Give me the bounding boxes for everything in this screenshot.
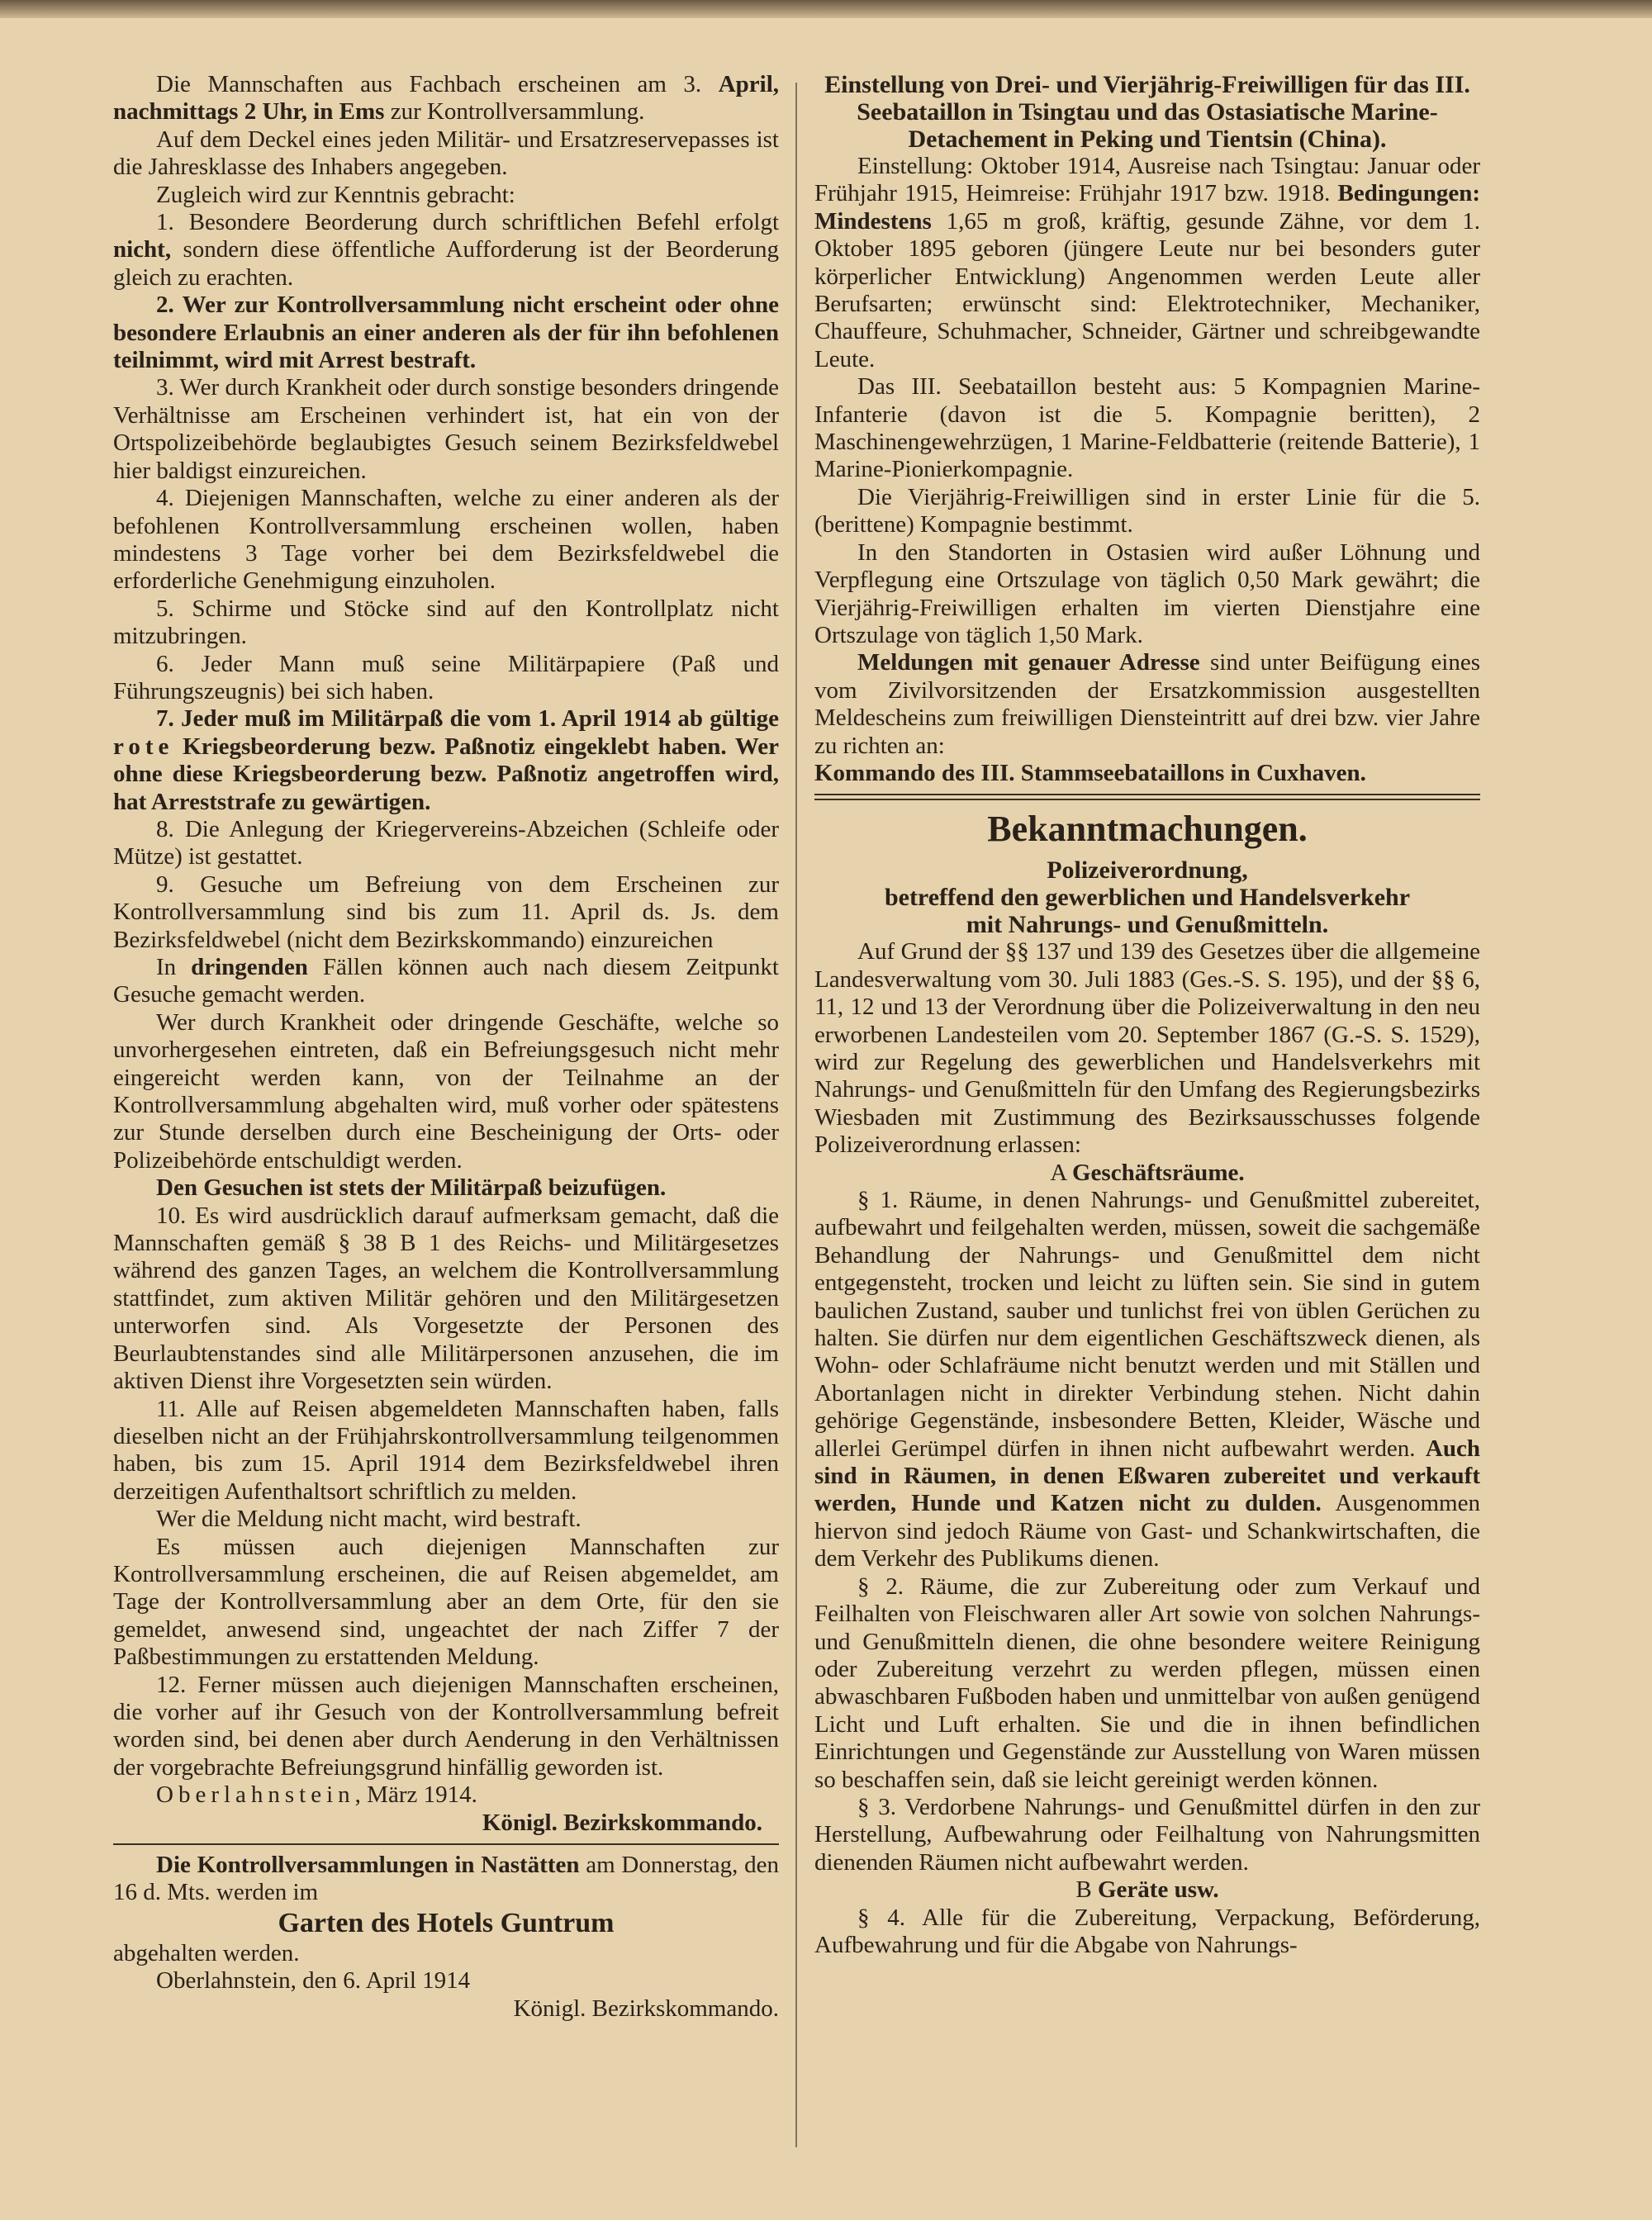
bold-text: Auch sind in Räumen, in denen Eßwaren zubereitet und verkauft werden, Hunde und Katzen nicht zu dulden.: [814, 1435, 1480, 1517]
paragraph: [113, 705, 779, 816]
paragraph: [113, 71, 779, 126]
paragraph: [113, 1174, 779, 1202]
paragraph: [113, 1781, 779, 1809]
text: 3. Wer durch Krankheit oder durch sonstige besonders dringende Verhältnisse am Erscheinen verhindert ist, hat ein von der Ortspolizeibehörde beglaubigtes Gesuch seinem Bezirksfeldwebel hier baldigst einzureichen.: [113, 374, 779, 484]
text: am Donnerstag, den 16 d. Mts. werden im: [113, 1852, 779, 1906]
text: 2. Wer zur Kontrollversammlung nicht erscheint oder ohne besondere Erlaubnis an einer anderen als der für ihn befohlenen teilnimmt, wird mit Arrest bestraft.: [113, 292, 779, 374]
paragraph: [113, 1907, 779, 1940]
paragraph: [814, 760, 1480, 787]
text: 5. Schirme und Stöcke sind auf den Kontrollplatz nicht mitzubringen.: [113, 595, 779, 650]
left-column: [113, 71, 779, 2023]
text: Die Vierjährig-Freiwilligen sind in erster Linie für die 5. (berittene) Kompagnie bestimmt.: [814, 483, 1480, 538]
paragraph: [113, 954, 779, 1009]
text: 1. Besondere Beorderung durch schriftlichen Befehl erfolgt: [156, 209, 779, 236]
paragraph: [814, 153, 1480, 373]
text: § 2. Räume, die zur Zubereitung oder zum Verkauf und Feilhalten von Fleischwaren aller Art sowie von solchen Nahrungs- und Genußmitteln dienen, die ohne besondere weitere Reinigung oder Zubereitung verzehrt zu werden pflegen, müssen einen abwaschbaren Fußboden haben und unmittelbar von außen genügend Licht und Luft erhalten. Sie und die in ihnen befindlichen Einrichtungen und Gegenstände zur Ausstellung von Waren müssen so beschaffen sein, daß sie leicht gereinigt werden können.: [814, 1572, 1480, 1793]
paragraph: [113, 595, 779, 651]
text: Wer durch Krankheit oder dringende Geschäfte, welche so unvorhergesehen eintreten, daß ein Befreiungsgesuch nicht mehr eingereicht werden kann, von der Teilnahme an der Kontrollversammlung abgehalten wird, muß vorher oder spätestens zur Stunde derselben durch eine Bescheinigung der Orts- oder Polizeibehörde entschuldigt werden.: [113, 1008, 779, 1174]
bold-text: nicht,: [113, 236, 172, 263]
paragraph: [113, 871, 779, 954]
paragraph: [814, 938, 1480, 1159]
text: § 1. Räume, in denen Nahrungs- und Genußmittel zubereitet, aufbewahrt und feilgehalten werden, müssen, soweit die sachgemäße Behandlung der Nahrungs- und Genußmittel dem nicht entgegensteht, trocken und leicht zu lüften sein. Sie sind in gutem baulichen Zustand, sauber und tunlichst frei von üblen Gerüchen zu halten. Sie dürfen nur dem eigentlichen Geschäftszweck dienen, als Wohn- oder Schlafräume nicht benutzt werden und mit Ställen und Abortanlagen nicht in direkter Verbindung stehen. Nicht dahin gehörige Gegenstände, insbesondere Betten, Kleider, Wäsche und allerlei Gerümpel dürfen in ihnen nicht aufbewahrt werden.: [814, 1187, 1480, 1462]
text: zur Kontrollversammlung.: [384, 98, 645, 126]
text: Fällen können auch nach diesem Zeitpunkt Gesuche gemacht werden.: [113, 954, 779, 1008]
text: Oberlahnstein, den 6. April 1914: [156, 1967, 471, 1995]
paragraph: [113, 1995, 779, 2023]
paragraph: [113, 374, 779, 485]
paragraph: [113, 209, 779, 292]
heading: [814, 807, 1480, 851]
text: 11. Alle auf Reisen abgemeldeten Mannschaften haben, falls dieselben nicht an der Frühjahrskontrollversammlung teilgenommen haben, bis zum 15. April 1914 dem Bezirksfeldwebel ihren derzeitigen Aufenthaltsort schriftlich zu melden.: [113, 1395, 779, 1505]
heading: [814, 856, 1480, 884]
bold-text: April, nachmittags 2 Uhr, in Ems: [113, 71, 779, 126]
text: In den Standorten in Ostasien wird außer Löhnung und Verpflegung eine Ortszulage von täglich 0,50 Mark gewährt; die Vierjährig-Freiwilligen erhalten im vierten Dienstjahre eine Ortszulage von täglich 1,50 Mark.: [814, 538, 1480, 648]
paragraph: [814, 649, 1480, 760]
rule: [113, 1843, 779, 1845]
text: betreffend den gewerblichen und Handelsverkehr: [884, 884, 1411, 912]
text: Ausgenommen hiervon sind jedoch Räume von Gast- und Schankwirtschaften, die dem Verkehr des Publikums dienen.: [814, 1490, 1480, 1572]
signature: [113, 1810, 779, 1837]
text: Garten des Hotels Guntrum: [278, 1907, 615, 1938]
text: § 3. Verdorbene Nahrungs- und Genußmittel dürfen in den zur Herstellung, Aufbewahrung oder Feilhaltung von Nahrungsmitten dienenden Räumen nicht aufbewahrt werden.: [814, 1793, 1480, 1876]
text: Den Gesuchen ist stets der Militärpaß beizufügen.: [156, 1174, 667, 1202]
rule: [814, 794, 1480, 800]
text: 8. Die Anlegung der Kriegervereins-Abzeichen (Schleife oder Mütze) ist gestattet.: [113, 815, 779, 870]
bold-text: Geschäftsräume.: [1072, 1159, 1245, 1186]
text: Das III. Seebataillon besteht aus: 5 Kompagnien Marine-Infanterie (davon ist die 5. Kompagnie beritten), 2 Maschinengewehrzügen, 1 Marine-Feldbatterie (reitende Batterie), 1 Marine-Pionierkompagnie.: [814, 373, 1480, 483]
text: B: [1075, 1876, 1098, 1904]
paragraph: [814, 1160, 1480, 1187]
text: Einstellung: Oktober 1914, Ausreise nach Tsingtau: Januar oder Frühjahr 1915, Heimreise: Frühjahr 1917 bzw. 1918.: [814, 153, 1480, 207]
text: sondern diese öffentliche Aufforderung ist der Beorderung gleich zu erachten.: [113, 236, 779, 291]
paragraph: [113, 1009, 779, 1174]
text: Die Mannschaften aus Fachbach erscheinen am 3.: [156, 71, 719, 97]
text: In: [156, 954, 192, 980]
paragraph: [113, 1672, 779, 1782]
text: Oberlahnstein: [156, 1781, 355, 1809]
text: Bekanntmachungen.: [987, 809, 1308, 850]
paragraph: [814, 1905, 1480, 1960]
heading: [814, 911, 1480, 938]
heading: [814, 884, 1480, 911]
paragraph: [814, 1794, 1480, 1876]
paragraph: [814, 373, 1480, 484]
text: Wer die Meldung nicht macht, wird bestraft.: [156, 1506, 582, 1533]
text: mit Nahrungs- und Genußmitteln.: [966, 911, 1329, 939]
paragraph: [814, 539, 1480, 650]
paragraph: [113, 1202, 779, 1396]
paragraph: [113, 1534, 779, 1672]
text: Königl. Bezirkskommando.: [513, 1995, 779, 2022]
text: 1,65 m groß, kräftig, gesunde Zähne, vor dem 1. Oktober 1895 geboren (jüngere Leute nur bei besonders guter körperlicher Entwicklung) Angenommen werden Leute aller Berufsarten; erwünscht sind: Elektrotechniker, Mechaniker, Chauffeure, Schuhmacher, Schneider, Gärtner und schreibgewandte Leute.: [814, 207, 1480, 372]
text: Königl. Bezirkskommando.: [482, 1809, 762, 1836]
paragraph: [113, 1506, 779, 1533]
text: sind unter Beifügung eines vom Zivilvorsitzenden der Ersatzkommission ausgestellten Meldescheins zum freiwilligen Diensteintritt auf drei bzw. vier Jahre zu richten an:: [814, 649, 1480, 759]
text: Auf dem Deckel eines jeden Militär- und Ersatzreservepasses ist die Jahresklasse des Inhabers angegeben.: [113, 126, 779, 181]
text: Kommando des III. Stammseebataillons in Cuxhaven.: [814, 759, 1366, 786]
paragraph: [814, 1876, 1480, 1904]
text: 4. Diejenigen Mannschaften, welche zu einer anderen als der befohlenen Kontrollversammlung erscheinen wollen, haben mindestens 3 Tage vorher bei dem Bezirksfeldwebel die erforderliche Genehmigung einzuholen.: [113, 485, 779, 595]
text: Auf Grund der §§ 137 und 139 des Gesetzes über die allgemeine Landesverwaltung vom 30. Juli 1883 (Ges.-S. S. 195), und der §§ 6, 11, 12 und 13 der Verordnung über die Polizeiverwaltung in den neu erworbenen Landesteilen vom 20. September 1867 (G.-S. S. 1529), wird zur Regelung des gewerblichen und Handelsverkehrs mit Nahrungs- und Genußmitteln für den Umfang des Regierungsbezirks Wiesbaden mit Zustimmung des Bezirksausschusses folgende Polizeiverordnung erlassen:: [814, 938, 1480, 1159]
paragraph: [113, 816, 779, 871]
paragraph: [814, 1573, 1480, 1794]
bold-text: Die Kontrollversammlungen in Nastätten: [156, 1852, 580, 1878]
paragraph: [113, 485, 779, 595]
paragraph: [113, 1396, 779, 1506]
text: Zugleich wird zur Kenntnis gebracht:: [156, 181, 515, 208]
bold-text: Geräte usw.: [1098, 1876, 1219, 1904]
text: 6. Jeder Mann muß seine Militärpapiere (Paß und Führungszeugnis) bei sich haben.: [113, 650, 779, 704]
paragraph: [113, 126, 779, 182]
text: A: [1050, 1159, 1072, 1186]
paragraph: [113, 292, 779, 374]
paragraph: [814, 484, 1480, 539]
bold-text: Bedingungen: Mindestens: [814, 180, 1480, 235]
text: Kriegsbeorderung bezw. Paßnotiz eingeklebt haben. Wer ohne diese Kriegsbeorderung bezw. Paßnotiz angetroffen wird, hat Arreststrafe zu gewärtigen.: [113, 733, 779, 815]
right-column: [814, 71, 1480, 1959]
text: Es müssen auch diejenigen Mannschaften zur Kontrollversammlung erscheinen, die auf Reisen abgemeldet, am Tage der Kontrollversammlung aber an dem Orte, für den sie gemeldet, anwesend sind, ungeachtet der nach Ziffer 7 der Paßbestimmungen zu erstattenden Meldung.: [113, 1533, 779, 1671]
text: Einstellung von Drei- und Vierjährig-Freiwilligen für das III. Seebataillon in Tsingtau und das Ostasiatische Marine-Detachement in Peking und Tientsin (China).: [824, 71, 1470, 153]
paragraph: [113, 182, 779, 209]
column-divider: [795, 83, 797, 2147]
text: , März 1914.: [354, 1781, 477, 1809]
text: rote: [113, 733, 174, 760]
heading: [814, 71, 1480, 153]
text: § 4. Alle für die Zubereitung, Verpackung, Beförderung, Aufbewahrung und für die Abgabe von Nahrungs-: [814, 1904, 1480, 1958]
text: 12. Ferner müssen auch diejenigen Mannschaften erscheinen, die vorher auf ihr Gesuch von der Kontrollversammlung befreit worden sind, bei denen aber durch Aenderung in den Verhältnissen der vorgebrachte Befreiungsgrund hinfällig geworden ist.: [113, 1671, 779, 1781]
paragraph: [113, 1852, 779, 1907]
text: 7. Jeder muß im Militärpaß die vom 1. April 1914 ab gültige: [156, 705, 779, 733]
paragraph: [113, 1940, 779, 1967]
bold-text: dringenden: [191, 954, 308, 980]
bold-text: Meldungen mit genauer Adresse: [857, 649, 1200, 676]
paragraph: [113, 651, 779, 706]
paragraph: [113, 1967, 779, 1995]
text: 10. Es wird ausdrücklich darauf aufmerksam gemacht, daß die Mannschaften gemäß § 38 B 1 des Reichs- und Militärgesetzes während des ganzen Tages, an welchem die Kontrollversammlung stattfindet, zum aktiven Militär gehören und den Militärgesetzen unterworfen sind. Als Vorgesetzte der Personen des Beurlaubtenstandes sind alle Militärpersonen anzusehen, die im aktiven Dienst ihre Vorgesetzten sein würden.: [113, 1202, 779, 1395]
text: Polizeiverordnung,: [1047, 856, 1248, 885]
text: 9. Gesuche um Befreiung von dem Erscheinen zur Kontrollversammlung sind bis zum 11. April ds. Js. dem Bezirksfeldwebel (nicht dem Bezirkskommando) einzureichen: [113, 870, 779, 953]
paragraph: [814, 1187, 1480, 1573]
text: abgehalten werden.: [113, 1939, 300, 1966]
page-edge: [0, 0, 1652, 18]
